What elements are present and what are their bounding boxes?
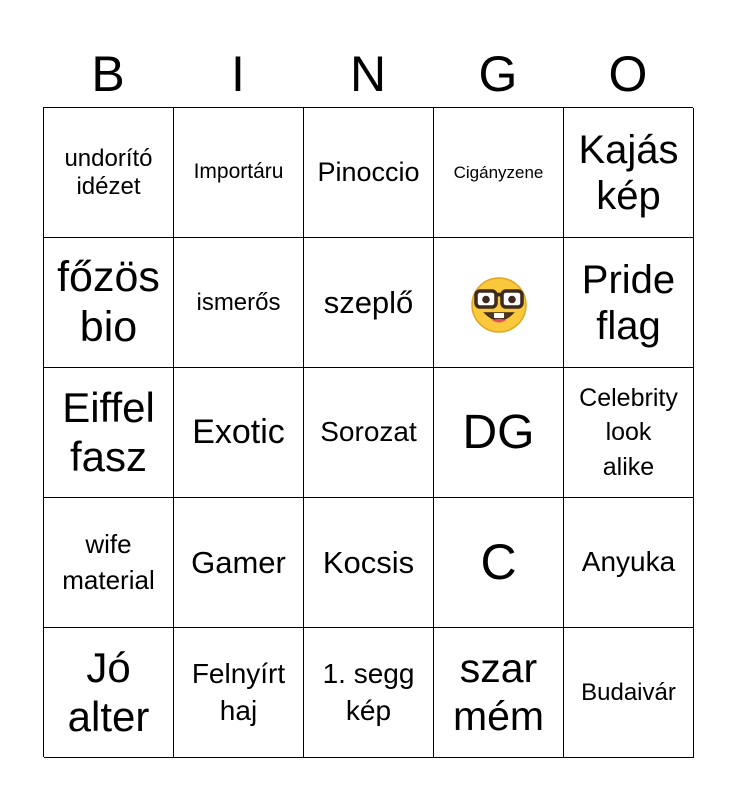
bingo-cell[interactable] <box>564 498 694 628</box>
bingo-cell[interactable] <box>174 628 304 758</box>
cell-label: Exotic <box>192 412 285 451</box>
cell-label: szar mém <box>452 645 545 739</box>
bingo-cell[interactable] <box>44 368 174 498</box>
cell-label: Cigányzene <box>453 162 544 182</box>
bingo-cell[interactable] <box>44 238 174 368</box>
cell-label: Jó alter <box>67 644 150 740</box>
cell-label: szeplő <box>323 284 414 320</box>
cell-label: Kocsis <box>322 544 415 580</box>
cell-label: C <box>480 533 517 590</box>
cell-label: Felnyírt haj <box>191 658 286 726</box>
cell-label: Pinoccio <box>317 156 420 187</box>
bingo-header <box>43 40 693 108</box>
bingo-board <box>43 107 693 757</box>
cell-label: Budaivár <box>581 678 676 706</box>
header-letter-b: B <box>91 46 125 102</box>
cell-label: Importáru <box>193 160 284 184</box>
header-letter-g: G <box>478 46 518 102</box>
bingo-cell[interactable] <box>434 498 564 628</box>
bingo-cell[interactable] <box>304 368 434 498</box>
bingo-cell[interactable] <box>304 498 434 628</box>
bingo-cell[interactable] <box>174 498 304 628</box>
cell-label: DG <box>462 405 535 459</box>
cell-label: ismerős <box>196 288 281 316</box>
cell-label: undorító idézet <box>64 144 153 200</box>
bingo-cell[interactable] <box>44 108 174 238</box>
cell-label: főzös bio <box>57 253 160 351</box>
bingo-cell[interactable] <box>564 368 694 498</box>
cell-label: wife material <box>62 528 155 595</box>
bingo-cell[interactable] <box>44 628 174 758</box>
cell-label: Gamer <box>191 544 286 580</box>
bingo-cell[interactable] <box>174 368 304 498</box>
cell-label: Sorozat <box>320 416 417 448</box>
bingo-cell[interactable] <box>564 108 694 238</box>
bingo-cell[interactable] <box>174 238 304 368</box>
bingo-cell[interactable] <box>304 238 434 368</box>
bingo-cell[interactable] <box>44 498 174 628</box>
bingo-cell[interactable] <box>304 628 434 758</box>
bingo-cell[interactable] <box>564 238 694 368</box>
cell-label: Pride flag <box>581 257 676 348</box>
cell-label: Anyuka <box>581 546 676 578</box>
nerd-face-icon <box>467 271 531 335</box>
header-letter-o: O <box>608 46 648 102</box>
bingo-cell[interactable] <box>564 628 694 758</box>
bingo-cell[interactable] <box>434 108 564 238</box>
cell-label: Eiffel fasz <box>62 384 155 480</box>
header-letter-n: N <box>349 46 387 102</box>
cell-label: Kajás kép <box>578 127 679 218</box>
bingo-cell[interactable] <box>434 368 564 498</box>
cell-label: 1. segg kép <box>322 658 415 726</box>
bingo-cell[interactable] <box>304 108 434 238</box>
bingo-cell[interactable] <box>174 108 304 238</box>
free-space-cell[interactable] <box>434 238 564 368</box>
bingo-cell[interactable] <box>434 628 564 758</box>
header-letter-i: I <box>231 46 245 102</box>
cell-label: Celebrity look alike <box>579 383 678 481</box>
